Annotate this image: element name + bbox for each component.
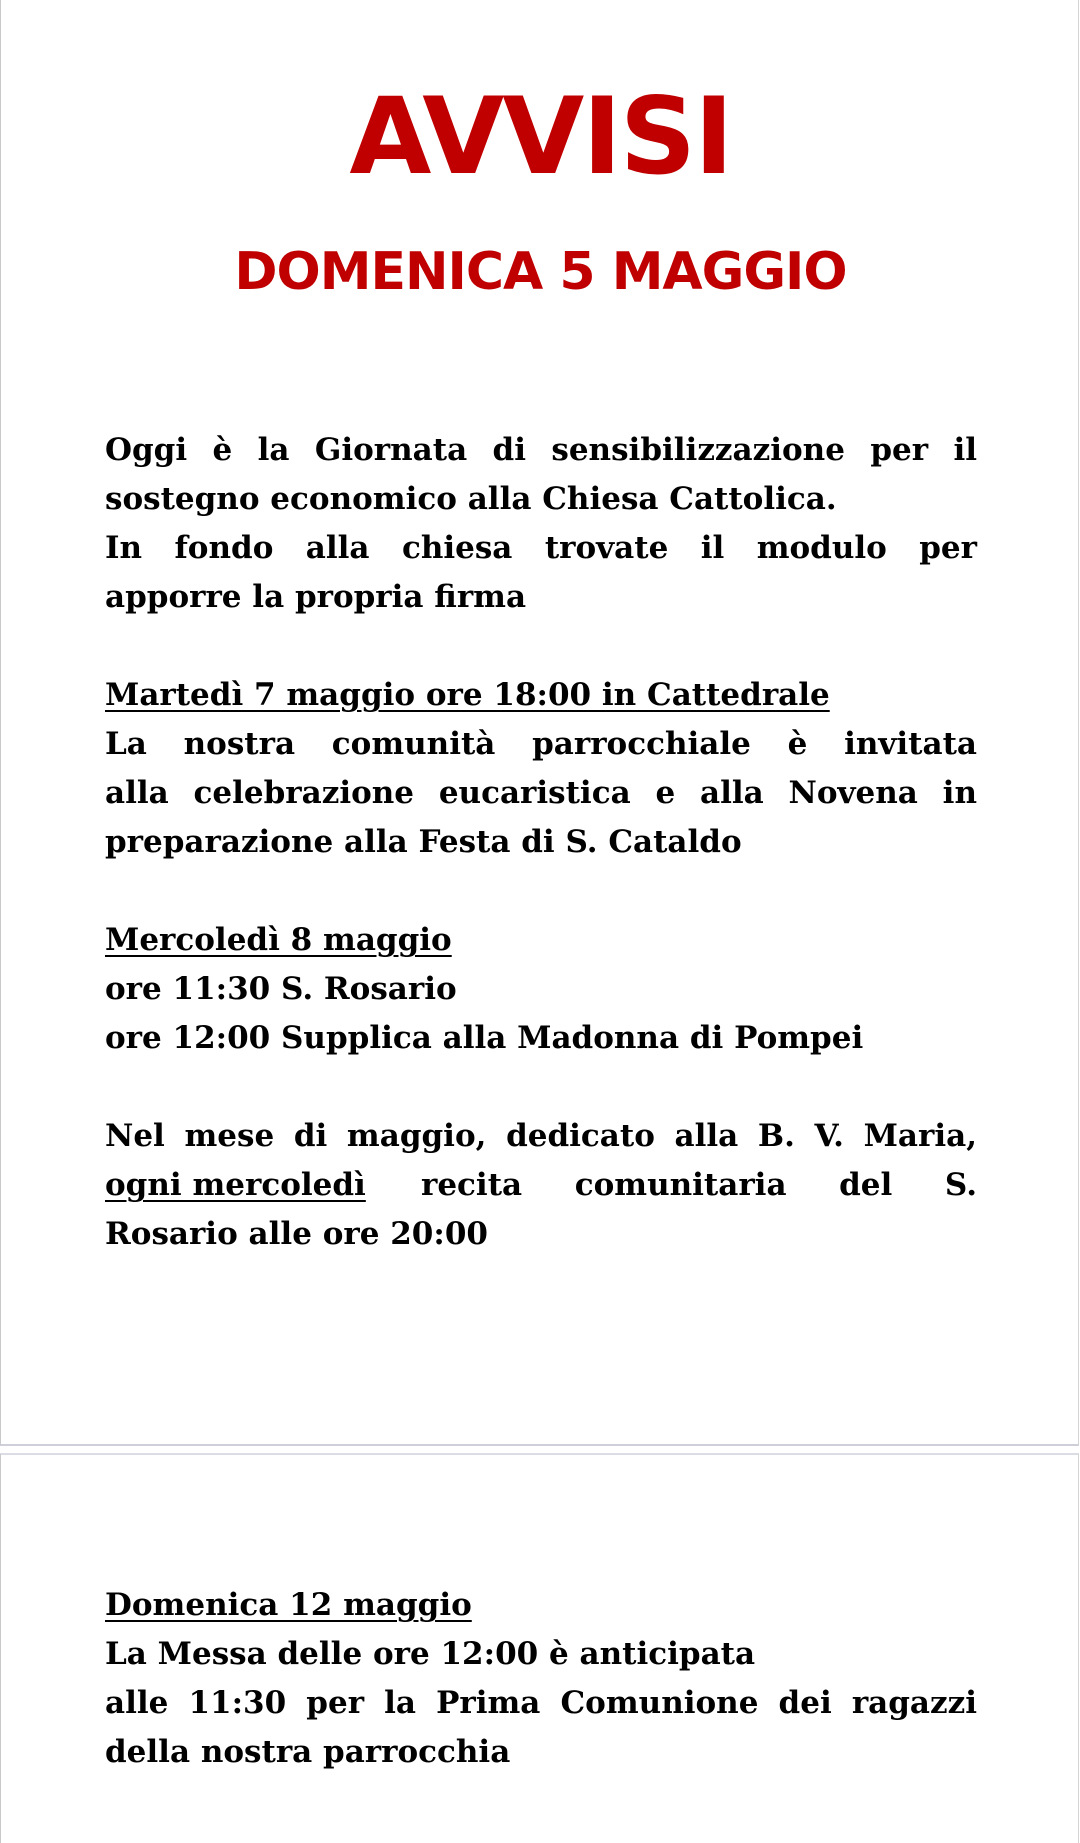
word: recita bbox=[421, 1167, 523, 1203]
word: del bbox=[839, 1167, 893, 1203]
notice-line: apporre la propria firma bbox=[105, 579, 527, 615]
notice-line: La Messa delle ore 12:00 è anticipata bbox=[105, 1636, 756, 1672]
notice-line: Nel mese di maggio, dedicato alla B. V. Maria, bbox=[105, 1118, 977, 1154]
notice-heading-text: Mercoledì 8 maggio bbox=[105, 922, 452, 958]
notice-line: ore 11:30 S. Rosario bbox=[105, 971, 457, 1007]
notice-line: La nostra comunità parrocchiale è invitata bbox=[105, 726, 977, 762]
document-page-2 bbox=[0, 1453, 1079, 1843]
notice-heading-text: Domenica 12 maggio bbox=[105, 1587, 472, 1623]
notice-underlined-phrase: ogni mercoledì bbox=[105, 1167, 366, 1203]
notice-line: ore 12:00 Supplica alla Madonna di Pompei bbox=[105, 1020, 864, 1056]
notice-line: alle 11:30 per la Prima Comunione dei ragazzi bbox=[105, 1685, 977, 1721]
notice-line: Rosario alle ore 20:00 bbox=[105, 1216, 488, 1252]
notice-mese-maggio bbox=[105, 1112, 977, 1259]
notice-domenica-12 bbox=[105, 1581, 977, 1777]
notice-line: In fondo alla chiesa trovate il modulo per bbox=[105, 530, 977, 566]
word: comunitaria bbox=[574, 1167, 787, 1203]
notice-line: preparazione alla Festa di S. Cataldo bbox=[105, 824, 742, 860]
notices-body bbox=[105, 426, 977, 1259]
notice-martedi bbox=[105, 671, 977, 867]
notice-line: Oggi è la Giornata di sensibilizzazione per il bbox=[105, 432, 977, 468]
notice-line: della nostra parrocchia bbox=[105, 1734, 511, 1770]
notice-line-split bbox=[105, 1161, 977, 1210]
notice-line-rest bbox=[421, 1161, 977, 1210]
notice-heading bbox=[105, 671, 977, 720]
notice-line: sostegno economico alla Chiesa Cattolica. bbox=[105, 481, 837, 517]
notice-heading bbox=[105, 916, 977, 965]
notice-heading bbox=[105, 1581, 977, 1630]
notices-body-page2 bbox=[105, 1581, 977, 1777]
notice-line: alla celebrazione eucaristica e alla Novena in bbox=[105, 775, 977, 811]
page-subtitle: DOMENICA 5 MAGGIO bbox=[234, 242, 847, 302]
page-title: AVVISI bbox=[349, 75, 732, 198]
word: S. bbox=[944, 1167, 977, 1203]
notice-heading-text: Martedì 7 maggio ore 18:00 in Cattedrale bbox=[105, 677, 830, 713]
notice-giornata bbox=[105, 426, 977, 622]
notice-mercoledi bbox=[105, 916, 977, 1063]
